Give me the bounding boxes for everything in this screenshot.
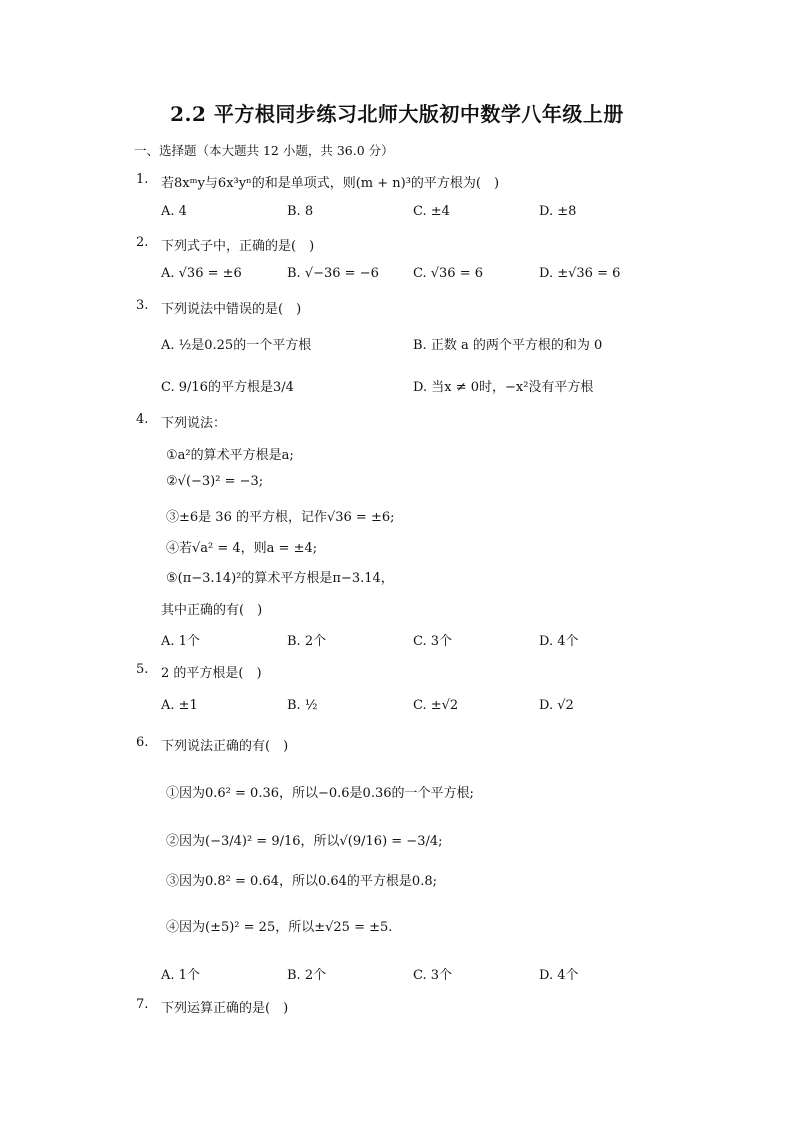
question-stem: 下列说法正确的有( ) [161,739,289,754]
section-heading: 一、选择题（本大题共 12 小题，共 36.0 分） [134,143,394,158]
option-c: C. 9/16的平方根是3/4 [161,380,294,395]
option-d: D. ±√36 = 6 [539,266,621,281]
question-stem: 若8xᵐy与6x³yⁿ的和是单项式，则(m + n)³的平方根为( ) [161,176,500,191]
option-c: C. 3个 [413,634,453,649]
question-stem: 下列式子中，正确的是( ) [161,239,315,254]
option-b: B. 8 [287,204,314,219]
option-d: D. √2 [539,698,574,713]
statement-item: ⑤(π−3.14)²的算术平方根是π−3.14， [166,571,394,586]
question-note: 其中正确的有( ) [161,603,263,618]
option-b: B. 2个 [287,968,327,983]
statement-item: ④因为(±5)² = 25，所以±√25 = ±5. [166,920,393,935]
question-number: 6. [136,735,149,750]
question-stem: 2 的平方根是( ) [161,666,262,681]
option-b: B. √−36 = −6 [287,266,379,281]
statement-item: ③因为0.8² = 0.64，所以0.64的平方根是0.8; [166,874,437,889]
option-b: B. 2个 [287,634,327,649]
option-a: A. ½是0.25的一个平方根 [161,338,312,353]
option-c: C. ±√2 [413,698,459,713]
option-d: D. 4个 [539,634,579,649]
option-a: A. ±1 [161,698,198,713]
statement-item: ④若√a² = 4，则a = ±4; [166,541,318,556]
question-number: 5. [136,662,149,677]
statement-item: ①a²的算术平方根是a; [166,448,294,463]
question-stem: 下列运算正确的是( ) [161,1001,289,1016]
question-number: 7. [136,997,149,1012]
question-stem: 下列说法： [161,416,227,431]
option-b: B. 正数 a 的两个平方根的和为 0 [413,338,603,353]
question-number: 1. [136,172,149,187]
option-c: C. 3个 [413,968,453,983]
option-c: C. √36 = 6 [413,266,484,281]
question-stem: 下列说法中错误的是( ) [161,302,302,317]
statement-item: ②因为(−3/4)² = 9/16，所以√(9/16) = −3/4; [166,834,443,849]
option-d: D. ±8 [539,204,577,219]
option-a: A. 1个 [161,634,200,649]
question-number: 2. [136,235,149,250]
question-number: 4. [136,412,149,427]
statement-item: ③±6是 36 的平方根，记作√36 = ±6; [166,510,395,525]
option-d: D. 当x ≠ 0时，−x²没有平方根 [413,380,594,395]
option-b: B. ½ [287,698,318,713]
option-a: A. √36 = ±6 [161,266,242,281]
option-a: A. 1个 [161,968,200,983]
option-c: C. ±4 [413,204,450,219]
statement-item: ①因为0.6² = 0.36，所以−0.6是0.36的一个平方根; [166,786,474,801]
question-number: 3. [136,298,149,313]
page-title: 2.2 平方根同步练习北师大版初中数学八年级上册 [170,102,624,126]
option-a: A. 4 [161,204,187,219]
statement-item: ②√(−3)² = −3; [166,474,264,489]
option-d: D. 4个 [539,968,579,983]
